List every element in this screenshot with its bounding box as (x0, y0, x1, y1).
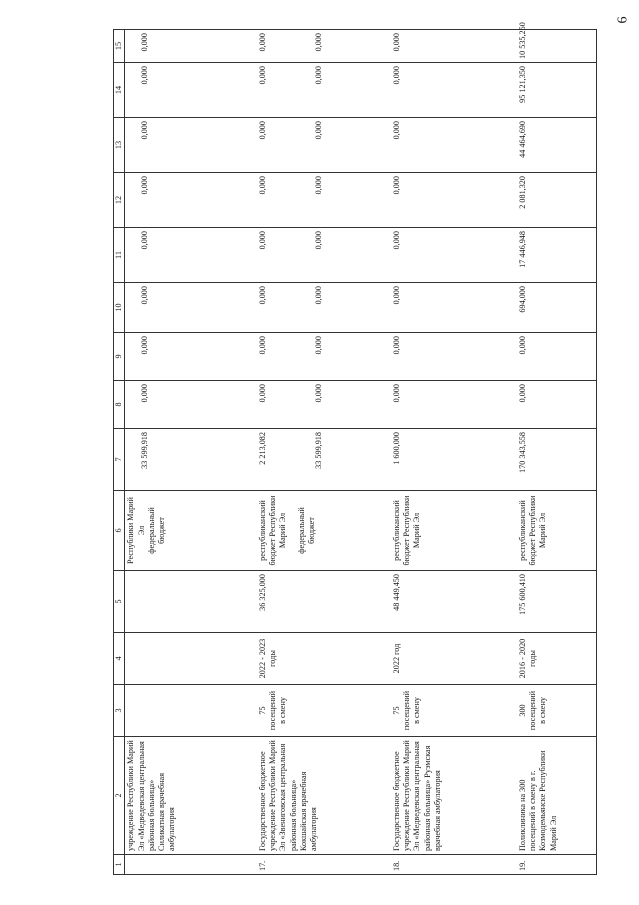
total-cost: 175 600,410 (517, 571, 597, 633)
years: 2016 - 2020 годы (517, 633, 597, 685)
row-number: 17. (257, 855, 391, 875)
funding-source: республиканский бюджет Республики Марий Эл (517, 495, 548, 566)
budget-table (113, 22, 597, 875)
capacity: 300 посещений в смену (517, 685, 597, 737)
value-cell (125, 283, 257, 333)
value: 0,000 (314, 121, 323, 140)
col-header: 13 (114, 118, 125, 173)
institution-name: Государственное бюджетное учреждение Республики Марий Эл «Звениговская центральная районная больница» Кокшайская врачебная амбулатория (257, 737, 391, 855)
col-header: 15 (114, 30, 125, 63)
value-cell: 17 446,948 (517, 228, 597, 283)
value-cell (257, 30, 391, 63)
institution-name: Государственное бюджетное учреждение Республики Марий Эл «Медведевская центральная районная больница» Руэмская врачебная амбулатория (391, 737, 517, 855)
funding-source: республиканский бюджет Республики Марий Эл (257, 495, 288, 566)
value: 0,000 (140, 66, 150, 85)
value-cell (257, 118, 391, 173)
value: 0,000 (140, 33, 150, 52)
value: 33 599,918 (314, 432, 323, 469)
value-cell (125, 173, 257, 228)
row-number: 18. (391, 855, 517, 875)
value-cell: 0,000 (517, 333, 597, 381)
years: 2022 год (391, 633, 517, 685)
value-cell (125, 63, 257, 118)
page-number: 6 (615, 16, 631, 24)
rotated-table-wrapper (113, 22, 558, 875)
col-header: 9 (114, 333, 125, 381)
value-cell (257, 63, 391, 118)
value-cell: 0,000 (391, 173, 517, 228)
value: 0,000 (314, 66, 323, 85)
value: 0,000 (140, 384, 150, 403)
value-cell: 0,000 (391, 333, 517, 381)
col-header: 2 (114, 737, 125, 855)
funding-sources (517, 491, 597, 571)
funding-sources (125, 491, 257, 571)
total-cost (125, 571, 257, 633)
value: 0,000 (314, 33, 323, 52)
value-cell: 95 121,350 (517, 63, 597, 118)
value-cell: 170 343,558 (517, 429, 597, 491)
value: 0,000 (140, 231, 150, 250)
value-cell (125, 228, 257, 283)
funding-sources (257, 491, 391, 571)
value-cell: 0,000 (391, 381, 517, 429)
value: 0,000 (314, 336, 323, 355)
value: 0,000 (140, 286, 150, 305)
col-header: 1 (114, 855, 125, 875)
value: 0,000 (314, 286, 323, 305)
value: 0,000 (314, 176, 323, 195)
col-header: 12 (114, 173, 125, 228)
value-cell: 0,000 (517, 381, 597, 429)
table-row (257, 30, 391, 875)
column-number-row (114, 30, 125, 875)
years: 2022 - 2023 годы (257, 633, 391, 685)
value: 0,000 (257, 176, 267, 195)
col-header: 11 (114, 228, 125, 283)
table-row (125, 30, 257, 875)
value-cell: 1 600,000 (391, 429, 517, 491)
value-cell (125, 118, 257, 173)
col-header: 4 (114, 633, 125, 685)
value-cell: 2 081,320 (517, 173, 597, 228)
value: 33 599,918 (140, 432, 150, 469)
value-cell (257, 429, 391, 491)
value-cell (257, 333, 391, 381)
value-cell (257, 173, 391, 228)
value: 0,000 (257, 286, 267, 305)
funding-source: федеральный бюджет (296, 507, 316, 554)
col-header: 10 (114, 283, 125, 333)
value-cell (257, 228, 391, 283)
years (125, 633, 257, 685)
row-number (125, 855, 257, 875)
value-cell (257, 381, 391, 429)
value: 0,000 (140, 121, 150, 140)
funding-source: республиканский бюджет Республики Марий Эл (391, 495, 422, 566)
value: 0,000 (257, 384, 267, 403)
value-cell: 44 464,690 (517, 118, 597, 173)
value-cell (125, 381, 257, 429)
value-cell: 0,000 (391, 30, 517, 63)
table-row (391, 30, 517, 875)
value-cell: 0,000 (391, 118, 517, 173)
col-header: 8 (114, 381, 125, 429)
value: 2 213,082 (257, 432, 267, 465)
total-cost: 36 325,000 (257, 571, 391, 633)
capacity: 75 посещений в смену (391, 685, 517, 737)
value-cell: 0,000 (391, 283, 517, 333)
value-cell: 0,000 (391, 63, 517, 118)
total-cost: 48 449,450 (391, 571, 517, 633)
col-header: 6 (114, 491, 125, 571)
col-header: 7 (114, 429, 125, 491)
value-cell: 694,000 (517, 283, 597, 333)
funding-sources (391, 491, 517, 571)
capacity: 75 посещений в смену (257, 685, 391, 737)
value-cell (125, 30, 257, 63)
funding-source: федеральный бюджет (146, 507, 166, 554)
value: 0,000 (257, 231, 267, 250)
value: 0,000 (140, 176, 150, 195)
institution-name: учреждение Республики Марий Эл «Медведевская центральная районная больница» Силикатная врачебная амбулатория (125, 737, 257, 855)
value: 0,000 (257, 121, 267, 140)
value: 0,000 (140, 336, 150, 355)
value-cell (125, 429, 257, 491)
value-cell (125, 333, 257, 381)
value-cell: 0,000 (391, 228, 517, 283)
capacity (125, 685, 257, 737)
value-cell: 10 535,250 (517, 30, 597, 63)
value: 0,000 (314, 384, 323, 403)
row-number: 19. (517, 855, 597, 875)
funding-source: Республики Марий Эл (126, 497, 146, 564)
col-header: 5 (114, 571, 125, 633)
institution-name: Поликлиника на 300 посещений в смену в г. Козмодемьянске Республики Марий Эл (517, 737, 597, 855)
value: 0,000 (257, 336, 267, 355)
value: 0,000 (257, 66, 267, 85)
value: 0,000 (257, 33, 267, 52)
value: 0,000 (314, 231, 323, 250)
col-header: 14 (114, 63, 125, 118)
col-header: 3 (114, 685, 125, 737)
table-row (517, 30, 597, 875)
value-cell (257, 283, 391, 333)
